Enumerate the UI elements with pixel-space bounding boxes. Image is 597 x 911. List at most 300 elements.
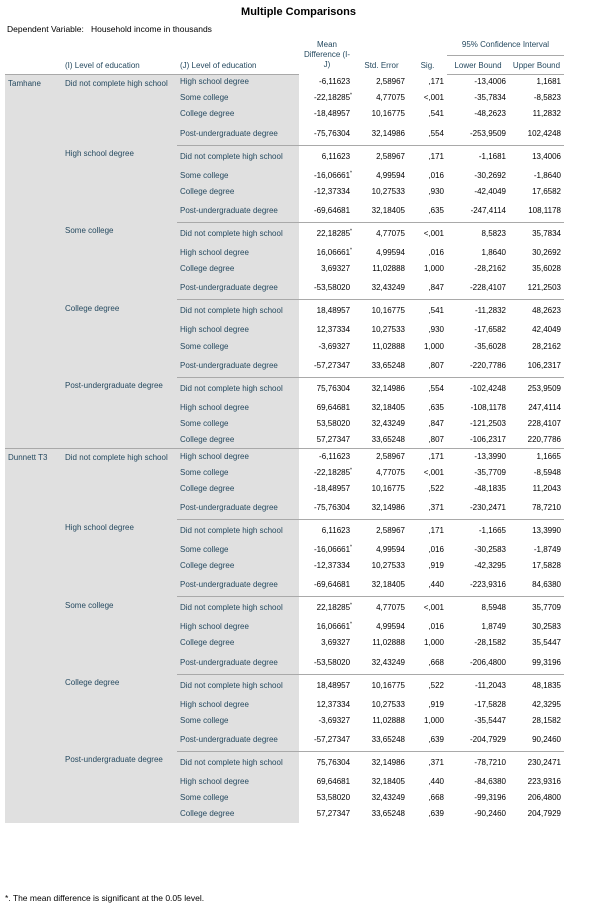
sig-cell: ,639 (408, 806, 447, 822)
sig-cell: ,807 (408, 432, 447, 448)
table-row (5, 222, 564, 245)
upper-bound-cell: 1,1681 (509, 74, 564, 90)
header-j-level: (J) Level of education (177, 55, 299, 74)
mean-difference-value: -22,18285 (314, 467, 351, 477)
sig-cell: <,001 (408, 222, 447, 245)
sig-cell: ,522 (408, 674, 447, 697)
upper-bound-cell: 230,2471 (509, 751, 564, 774)
upper-bound-cell: 228,4107 (509, 416, 564, 432)
lower-bound-cell: -17,5828 (447, 697, 509, 713)
lower-bound-cell: -228,4107 (447, 277, 509, 300)
sig-cell: ,541 (408, 300, 447, 323)
mean-difference-cell (299, 542, 355, 558)
j-level-label: Did not complete high school (177, 751, 299, 774)
mean-difference-value: 3,69327 (321, 638, 351, 648)
mean-difference-cell (299, 322, 355, 338)
table-row (5, 597, 564, 620)
std-error-cell: 33,65248 (355, 432, 408, 448)
i-level-label: Post-undergraduate degree (62, 377, 177, 448)
j-level-label: College degree (177, 432, 299, 448)
mean-difference-value: 12,37334 (316, 325, 351, 335)
std-error-cell: 10,16775 (355, 300, 408, 323)
mean-difference-cell (299, 597, 355, 620)
sig-cell: ,554 (408, 123, 447, 146)
std-error-cell: 32,43249 (355, 277, 408, 300)
upper-bound-cell: 35,5447 (509, 635, 564, 651)
std-error-cell: 11,02888 (355, 339, 408, 355)
j-level-label: High school degree (177, 619, 299, 635)
table-row (5, 300, 564, 323)
lower-bound-cell: -223,9316 (447, 574, 509, 597)
j-level-label: Some college (177, 790, 299, 806)
j-level-label: College degree (177, 184, 299, 200)
header-sig: Sig. (408, 36, 447, 74)
j-level-label: High school degree (177, 245, 299, 261)
sig-cell: 1,000 (408, 261, 447, 277)
mean-difference-value: 75,76304 (316, 383, 351, 393)
lower-bound-cell: -35,7834 (447, 90, 509, 106)
mean-difference-cell (299, 222, 355, 245)
upper-bound-cell: 35,6028 (509, 261, 564, 277)
upper-bound-cell: 78,7210 (509, 497, 564, 520)
std-error-cell: 2,58967 (355, 145, 408, 168)
mean-difference-value: 53,58020 (316, 418, 351, 428)
j-level-label: High school degree (177, 400, 299, 416)
mean-difference-value: 53,58020 (316, 793, 351, 803)
table-row (5, 674, 564, 697)
lower-bound-cell: -1,1665 (447, 519, 509, 542)
mean-difference-value: -69,64681 (314, 205, 351, 215)
lower-bound-cell: -230,2471 (447, 497, 509, 520)
sig-cell: ,016 (408, 245, 447, 261)
mean-difference-cell (299, 277, 355, 300)
upper-bound-cell: 108,1178 (509, 200, 564, 223)
lower-bound-cell: -35,5447 (447, 713, 509, 729)
header-std-error: Std. Error (355, 36, 408, 74)
j-level-label: High school degree (177, 697, 299, 713)
significance-marker: * (350, 544, 352, 551)
lower-bound-cell: 1,8749 (447, 619, 509, 635)
upper-bound-cell: 17,6582 (509, 184, 564, 200)
lower-bound-cell: 1,8640 (447, 245, 509, 261)
lower-bound-cell: -30,2583 (447, 542, 509, 558)
lower-bound-cell: -17,6582 (447, 322, 509, 338)
sig-cell: 1,000 (408, 339, 447, 355)
upper-bound-cell: 48,2623 (509, 300, 564, 323)
lower-bound-cell: -102,4248 (447, 377, 509, 400)
lower-bound-cell: -35,7709 (447, 464, 509, 480)
upper-bound-cell: 206,4800 (509, 790, 564, 806)
lower-bound-cell: -13,4006 (447, 74, 509, 90)
j-level-label: High school degree (177, 448, 299, 464)
std-error-cell: 2,58967 (355, 74, 408, 90)
std-error-cell: 11,02888 (355, 635, 408, 651)
mean-difference-value: -57,27347 (314, 360, 351, 370)
mean-difference-cell (299, 432, 355, 448)
sig-cell: <,001 (408, 464, 447, 480)
sig-cell: ,440 (408, 574, 447, 597)
std-error-cell: 2,58967 (355, 519, 408, 542)
j-level-label: Post-undergraduate degree (177, 200, 299, 223)
mean-difference-cell (299, 245, 355, 261)
std-error-cell: 4,99594 (355, 168, 408, 184)
j-level-label: Did not complete high school (177, 300, 299, 323)
lower-bound-cell: 8,5948 (447, 597, 509, 620)
lower-bound-cell: -78,7210 (447, 751, 509, 774)
mean-difference-cell (299, 339, 355, 355)
mean-difference-value: 6,11623 (321, 525, 351, 535)
lower-bound-cell: -30,2692 (447, 168, 509, 184)
std-error-cell: 11,02888 (355, 713, 408, 729)
std-error-cell: 10,27533 (355, 558, 408, 574)
std-error-cell: 10,27533 (355, 697, 408, 713)
mean-difference-cell (299, 400, 355, 416)
sig-cell: ,554 (408, 377, 447, 400)
sig-cell: ,807 (408, 355, 447, 378)
sig-cell: ,668 (408, 652, 447, 675)
std-error-cell: 33,65248 (355, 355, 408, 378)
lower-bound-cell: -108,1178 (447, 400, 509, 416)
sig-cell: ,440 (408, 774, 447, 790)
mean-difference-cell (299, 377, 355, 400)
lower-bound-cell: -11,2043 (447, 674, 509, 697)
sig-cell: ,919 (408, 558, 447, 574)
mean-difference-value: 3,69327 (321, 264, 351, 274)
mean-difference-cell (299, 574, 355, 597)
mean-difference-value: 6,11623 (321, 151, 351, 161)
j-level-label: College degree (177, 558, 299, 574)
mean-difference-value: 69,64681 (316, 402, 351, 412)
mean-difference-value: 18,48957 (316, 680, 351, 690)
std-error-cell: 33,65248 (355, 729, 408, 752)
table-row (5, 751, 564, 774)
sig-cell: ,522 (408, 481, 447, 497)
mean-difference-cell (299, 558, 355, 574)
upper-bound-cell: 99,3196 (509, 652, 564, 675)
mean-difference-value: -3,69327 (318, 341, 351, 351)
mean-difference-cell (299, 90, 355, 106)
header-i-level: (I) Level of education (62, 55, 177, 74)
std-error-cell: 10,27533 (355, 184, 408, 200)
mean-difference-value: -53,58020 (314, 657, 351, 667)
table-body (5, 74, 564, 823)
j-level-label: Post-undergraduate degree (177, 652, 299, 675)
lower-bound-cell: -42,3295 (447, 558, 509, 574)
header-confidence-interval: 95% Confidence Interval (447, 36, 564, 55)
upper-bound-cell: 13,4006 (509, 145, 564, 168)
table-row (5, 448, 564, 464)
mean-difference-cell (299, 464, 355, 480)
multiple-comparisons-table (5, 36, 564, 823)
std-error-cell: 32,43249 (355, 416, 408, 432)
j-level-label: Did not complete high school (177, 519, 299, 542)
mean-difference-cell (299, 674, 355, 697)
std-error-cell: 32,14986 (355, 497, 408, 520)
method-label: Tamhane (5, 74, 62, 448)
std-error-cell: 32,43249 (355, 790, 408, 806)
lower-bound-cell: 8,5823 (447, 222, 509, 245)
std-error-cell: 4,77075 (355, 90, 408, 106)
std-error-cell: 4,77075 (355, 222, 408, 245)
sig-cell: ,639 (408, 729, 447, 752)
mean-difference-cell (299, 261, 355, 277)
mean-difference-cell (299, 200, 355, 223)
lower-bound-cell: -28,2162 (447, 261, 509, 277)
j-level-label: Some college (177, 168, 299, 184)
mean-difference-value: -57,27347 (314, 734, 351, 744)
mean-difference-cell (299, 168, 355, 184)
lower-bound-cell: -84,6380 (447, 774, 509, 790)
mean-difference-value: 22,18285 (316, 228, 351, 238)
std-error-cell: 10,16775 (355, 481, 408, 497)
footnote: *. The mean difference is significant at the 0.05 level. (5, 893, 205, 903)
mean-difference-value: -75,76304 (314, 502, 351, 512)
upper-bound-cell: 247,4114 (509, 400, 564, 416)
mean-difference-value: -53,58020 (314, 283, 351, 293)
j-level-label: High school degree (177, 774, 299, 790)
mean-difference-cell (299, 123, 355, 146)
upper-bound-cell: 30,2583 (509, 619, 564, 635)
upper-bound-cell: 84,6380 (509, 574, 564, 597)
sig-cell: ,930 (408, 322, 447, 338)
mean-difference-value: -6,11623 (319, 451, 351, 461)
mean-difference-cell (299, 497, 355, 520)
mean-difference-cell (299, 448, 355, 464)
mean-difference-value: -3,69327 (318, 715, 351, 725)
mean-difference-value: 22,18285 (316, 603, 351, 613)
j-level-label: Some college (177, 416, 299, 432)
lower-bound-cell: -42,4049 (447, 184, 509, 200)
mean-difference-value: 18,48957 (316, 306, 351, 316)
mean-difference-cell (299, 652, 355, 675)
table-row (5, 519, 564, 542)
sig-cell: ,847 (408, 416, 447, 432)
j-level-label: Post-undergraduate degree (177, 574, 299, 597)
sig-cell: <,001 (408, 597, 447, 620)
mean-difference-cell (299, 74, 355, 90)
upper-bound-cell: -8,5948 (509, 464, 564, 480)
mean-difference-cell (299, 806, 355, 822)
i-level-label: High school degree (62, 519, 177, 596)
upper-bound-cell: 204,7929 (509, 806, 564, 822)
lower-bound-cell: -90,2460 (447, 806, 509, 822)
upper-bound-cell: 28,1582 (509, 713, 564, 729)
sig-cell: ,171 (408, 145, 447, 168)
std-error-cell: 32,43249 (355, 652, 408, 675)
std-error-cell: 33,65248 (355, 806, 408, 822)
table-title: Multiple Comparisons (241, 6, 356, 18)
std-error-cell: 32,14986 (355, 377, 408, 400)
j-level-label: Post-undergraduate degree (177, 277, 299, 300)
upper-bound-cell: 42,3295 (509, 697, 564, 713)
mean-difference-cell (299, 729, 355, 752)
upper-bound-cell: 17,5828 (509, 558, 564, 574)
mean-difference-value: -18,48957 (314, 109, 351, 119)
mean-difference-value: -12,37334 (314, 186, 351, 196)
j-level-label: Some college (177, 713, 299, 729)
mean-difference-cell (299, 416, 355, 432)
sig-cell: 1,000 (408, 713, 447, 729)
mean-difference-cell (299, 697, 355, 713)
upper-bound-cell: 1,1665 (509, 448, 564, 464)
lower-bound-cell: -206,4800 (447, 652, 509, 675)
mean-difference-cell (299, 355, 355, 378)
upper-bound-cell: 90,2460 (509, 729, 564, 752)
sig-cell: ,371 (408, 497, 447, 520)
std-error-cell: 10,16775 (355, 674, 408, 697)
j-level-label: Post-undergraduate degree (177, 497, 299, 520)
mean-difference-cell (299, 619, 355, 635)
lower-bound-cell: -13,3990 (447, 448, 509, 464)
j-level-label: Post-undergraduate degree (177, 123, 299, 146)
j-level-label: Post-undergraduate degree (177, 729, 299, 752)
dependent-variable-label: Dependent Variable: Household income in thousands (7, 24, 212, 34)
mean-difference-cell (299, 106, 355, 122)
lower-bound-cell: -247,4114 (447, 200, 509, 223)
mean-difference-value: -69,64681 (314, 580, 351, 590)
i-level-label: High school degree (62, 145, 177, 222)
std-error-cell: 4,77075 (355, 597, 408, 620)
table-row (5, 74, 564, 90)
lower-bound-cell: -11,2832 (447, 300, 509, 323)
j-level-label: Some college (177, 464, 299, 480)
upper-bound-cell: 253,9509 (509, 377, 564, 400)
mean-difference-value: -16,06661 (314, 544, 351, 554)
j-level-label: Did not complete high school (177, 674, 299, 697)
upper-bound-cell: 11,2832 (509, 106, 564, 122)
upper-bound-cell: 106,2317 (509, 355, 564, 378)
mean-difference-value: 16,06661 (316, 622, 351, 632)
std-error-cell: 4,99594 (355, 619, 408, 635)
i-level-label: College degree (62, 674, 177, 751)
upper-bound-cell: 48,1835 (509, 674, 564, 697)
upper-bound-cell: 223,9316 (509, 774, 564, 790)
sig-cell: ,171 (408, 74, 447, 90)
upper-bound-cell: 35,7834 (509, 222, 564, 245)
significance-marker: * (350, 170, 352, 176)
j-level-label: College degree (177, 481, 299, 497)
i-level-label: Did not complete high school (62, 448, 177, 519)
mean-difference-cell (299, 635, 355, 651)
mean-difference-cell (299, 774, 355, 790)
std-error-cell: 32,18405 (355, 574, 408, 597)
significance-marker: * (350, 92, 352, 99)
mean-difference-cell (299, 751, 355, 774)
mean-difference-value: 57,27347 (316, 809, 351, 819)
upper-bound-cell: 30,2692 (509, 245, 564, 261)
mean-difference-value: 16,06661 (316, 248, 351, 258)
significance-marker: * (350, 621, 352, 628)
header-mean-difference: Mean Difference (I-J) (299, 36, 355, 74)
j-level-label: Some college (177, 542, 299, 558)
sig-cell: ,930 (408, 184, 447, 200)
sig-cell: ,635 (408, 400, 447, 416)
lower-bound-cell: -35,6028 (447, 339, 509, 355)
mean-difference-cell (299, 519, 355, 542)
lower-bound-cell: -48,1835 (447, 481, 509, 497)
sig-cell: ,016 (408, 542, 447, 558)
lower-bound-cell: -28,1582 (447, 635, 509, 651)
std-error-cell: 10,16775 (355, 106, 408, 122)
j-level-label: Did not complete high school (177, 145, 299, 168)
upper-bound-cell: 42,4049 (509, 322, 564, 338)
mean-difference-cell (299, 300, 355, 323)
std-error-cell: 4,99594 (355, 245, 408, 261)
lower-bound-cell: -204,7929 (447, 729, 509, 752)
j-level-label: College degree (177, 806, 299, 822)
mean-difference-cell (299, 713, 355, 729)
header-upper-bound: Upper Bound (509, 55, 564, 74)
table-row (5, 145, 564, 168)
mean-difference-cell (299, 184, 355, 200)
upper-bound-cell: 13,3990 (509, 519, 564, 542)
lower-bound-cell: -1,1681 (447, 145, 509, 168)
sig-cell: ,016 (408, 168, 447, 184)
j-level-label: College degree (177, 635, 299, 651)
std-error-cell: 11,02888 (355, 261, 408, 277)
lower-bound-cell: -99,3196 (447, 790, 509, 806)
upper-bound-cell: 102,4248 (509, 123, 564, 146)
mean-difference-value: 12,37334 (316, 699, 351, 709)
sig-cell: ,371 (408, 751, 447, 774)
lower-bound-cell: -220,7786 (447, 355, 509, 378)
std-error-cell: 4,77075 (355, 464, 408, 480)
std-error-cell: 10,27533 (355, 322, 408, 338)
upper-bound-cell: -8,5823 (509, 90, 564, 106)
mean-difference-value: 57,27347 (316, 434, 351, 444)
upper-bound-cell: 121,2503 (509, 277, 564, 300)
upper-bound-cell: -1,8640 (509, 168, 564, 184)
upper-bound-cell: 11,2043 (509, 481, 564, 497)
j-level-label: Did not complete high school (177, 597, 299, 620)
sig-cell: ,668 (408, 790, 447, 806)
j-level-label: Did not complete high school (177, 377, 299, 400)
std-error-cell: 32,14986 (355, 123, 408, 146)
j-level-label: Post-undergraduate degree (177, 355, 299, 378)
j-level-label: College degree (177, 261, 299, 277)
sig-cell: <,001 (408, 90, 447, 106)
mean-difference-value: -75,76304 (314, 128, 351, 138)
significance-marker: * (350, 466, 352, 473)
mean-difference-cell (299, 790, 355, 806)
upper-bound-cell: 28,2162 (509, 339, 564, 355)
j-level-label: Did not complete high school (177, 222, 299, 245)
i-level-label: Post-undergraduate degree (62, 751, 177, 822)
sig-cell: ,171 (408, 519, 447, 542)
j-level-label: College degree (177, 106, 299, 122)
sig-cell: ,541 (408, 106, 447, 122)
mean-difference-cell (299, 145, 355, 168)
significance-marker: * (350, 228, 352, 235)
sig-cell: ,847 (408, 277, 447, 300)
upper-bound-cell: -1,8749 (509, 542, 564, 558)
significance-marker: * (350, 602, 352, 609)
i-level-label: Some college (62, 597, 177, 674)
mean-difference-value: -18,48957 (314, 483, 351, 493)
j-level-label: High school degree (177, 322, 299, 338)
sig-cell: 1,000 (408, 635, 447, 651)
upper-bound-cell: 35,7709 (509, 597, 564, 620)
j-level-label: Some college (177, 90, 299, 106)
mean-difference-value: -22,18285 (314, 93, 351, 103)
mean-difference-value: 75,76304 (316, 757, 351, 767)
lower-bound-cell: -121,2503 (447, 416, 509, 432)
mean-difference-value: -16,06661 (314, 170, 351, 180)
method-label: Dunnett T3 (5, 448, 62, 822)
mean-difference-value: -6,11623 (319, 77, 351, 87)
mean-difference-cell (299, 481, 355, 497)
sig-cell: ,171 (408, 448, 447, 464)
